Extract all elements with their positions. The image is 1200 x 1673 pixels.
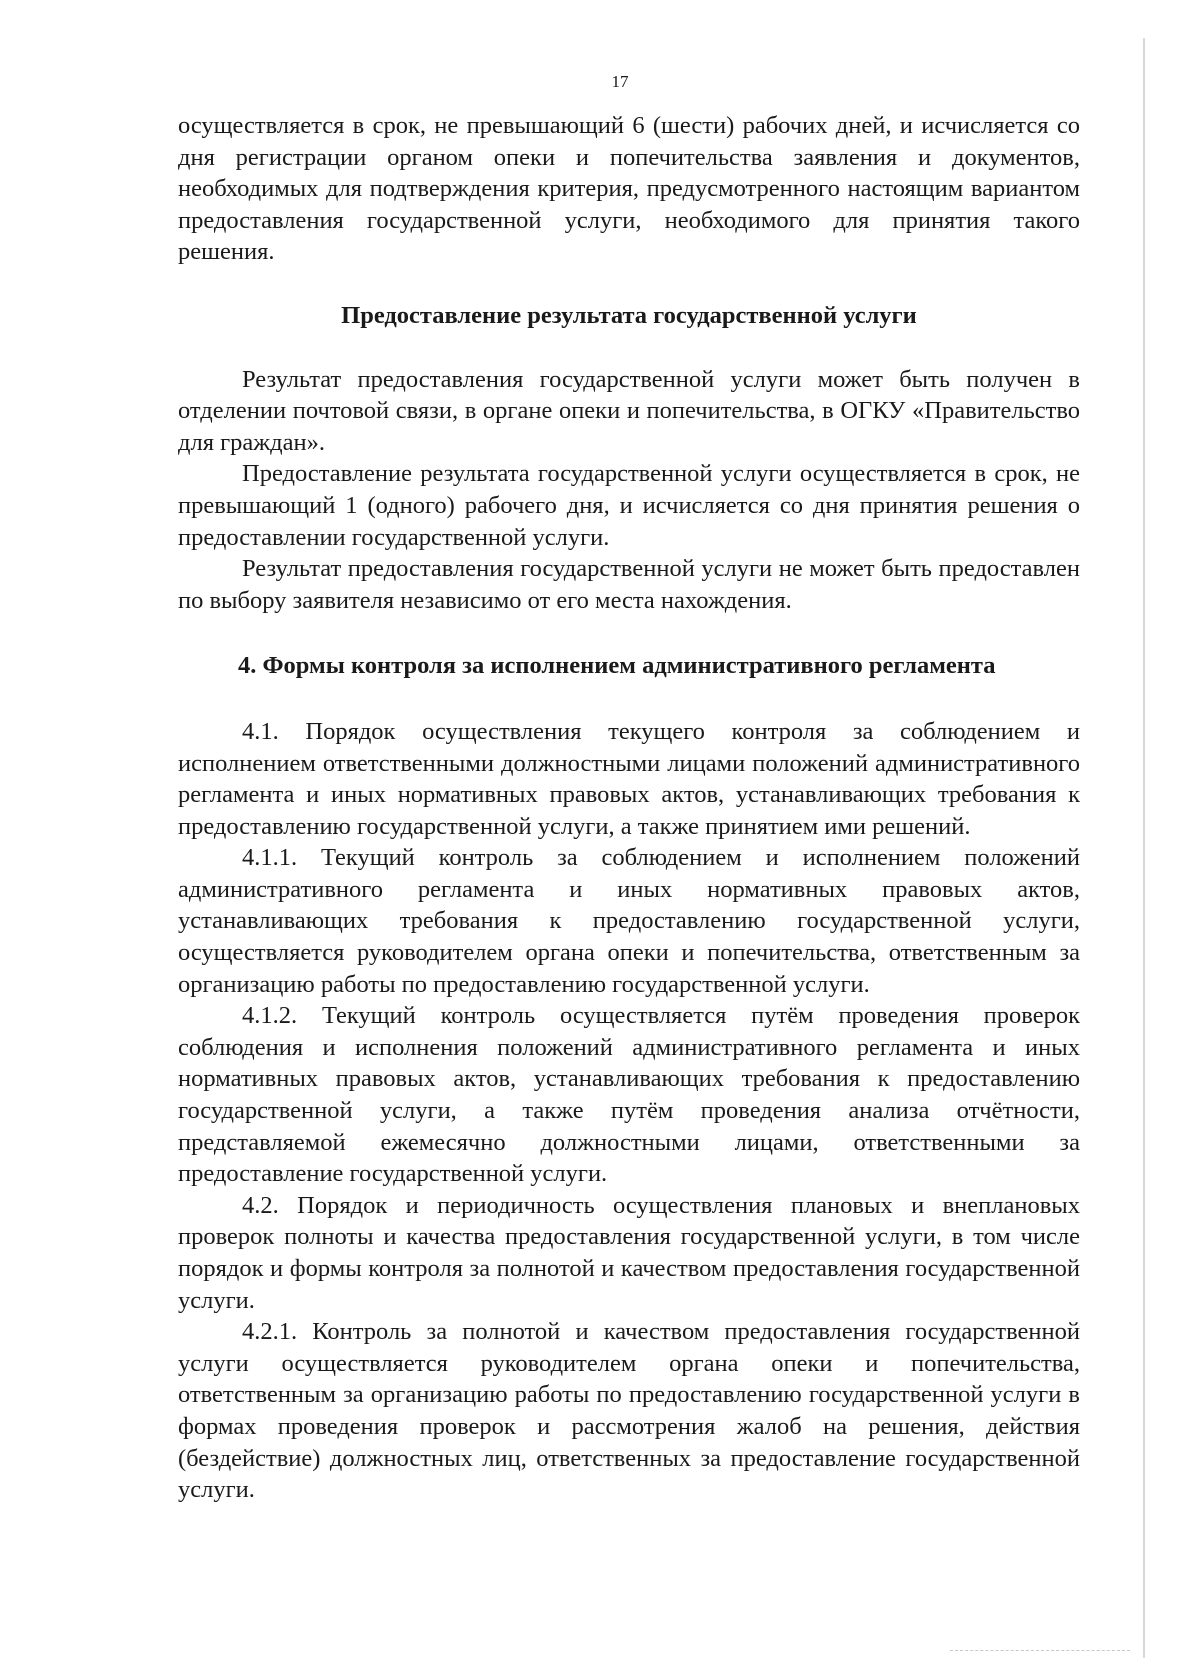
paragraph: Результат предоставления государственной услуги может быть получен в отделении почтовой связи, в органе опеки и попечительства, в ОГКУ «Правительство для граждан». <box>178 365 1080 456</box>
section-heading-result: Предоставление результата государственной услуги <box>341 301 917 329</box>
paragraph: осуществляется в срок, не превышающий 6 (шести) рабочих дней, и исчисляется со дня регистрации органом опеки и попечительства заявления и документов, необходимых для подтверждения критерия, предусмотренного настоящим вариантом предоставления государственной услуги, необходимого для принятия такого решения. <box>178 112 1080 266</box>
paragraph-4-2: 4.2. Порядок и периодичность осуществления плановых и внеплановых проверок полноты и качества предоставления государственной услуги, в том числе порядок и формы контроля за полнотой и качеством предоставления государственной услуги. <box>178 1191 1080 1314</box>
paragraph-4-1: 4.1. Порядок осуществления текущего контроля за соблюдением и исполнением ответственными должностными лицами положений административного регламента и иных нормативных правовых актов, устанавливающих требования к предоставлению государственной услуги, а также принятием ими решений. <box>178 717 1080 840</box>
page-number: 17 <box>611 72 629 91</box>
paragraph-4-2-1: 4.2.1. Контроль за полнотой и качеством предоставления государственной услуги осуществляется руководителем органа опеки и попечительства, ответственным за организацию работы по предоставлению государственной услуги в формах проведения проверок и рассмотрения жалоб на решения, действия (бездействие) должностных лиц, ответственных за предоставление государственной услуги. <box>178 1318 1080 1504</box>
section-heading-4: 4. Формы контроля за исполнением административного регламента <box>238 652 996 680</box>
scan-edge-line <box>1143 38 1145 1658</box>
paragraph: Результат предоставления государственной услуги не может быть предоставлен по выбору заявителя независимо от его места нахождения. <box>178 555 1080 614</box>
paragraph: Предоставление результата государственной услуги осуществляется в срок, не превышающий 1 (одного) рабочего дня, и исчисляется со дня принятия решения о предоставлении государственной услуги. <box>178 460 1080 551</box>
paragraph-4-1-2: 4.1.2. Текущий контроль осуществляется путём проведения проверок соблюдения и исполнения положений административного регламента и иных нормативных правовых актов, устанавливающих требования к предоставлению государственной услуги, а также путём проведения анализа отчётности, представляемой ежемесячно должностными лицами, ответственными за предоставление государственной услуги. <box>178 1002 1080 1188</box>
scan-bottom-marks <box>950 1650 1130 1653</box>
paragraph-4-1-1: 4.1.1. Текущий контроль за соблюдением и исполнением положений административного регламента и иных нормативных правовых актов, устанавливающих требования к предоставлению государственной услуги, осуществляется руководителем органа опеки и попечительства, ответственным за организацию работы по предоставлению государственной услуги. <box>178 844 1080 998</box>
document-body <box>178 110 1080 1506</box>
